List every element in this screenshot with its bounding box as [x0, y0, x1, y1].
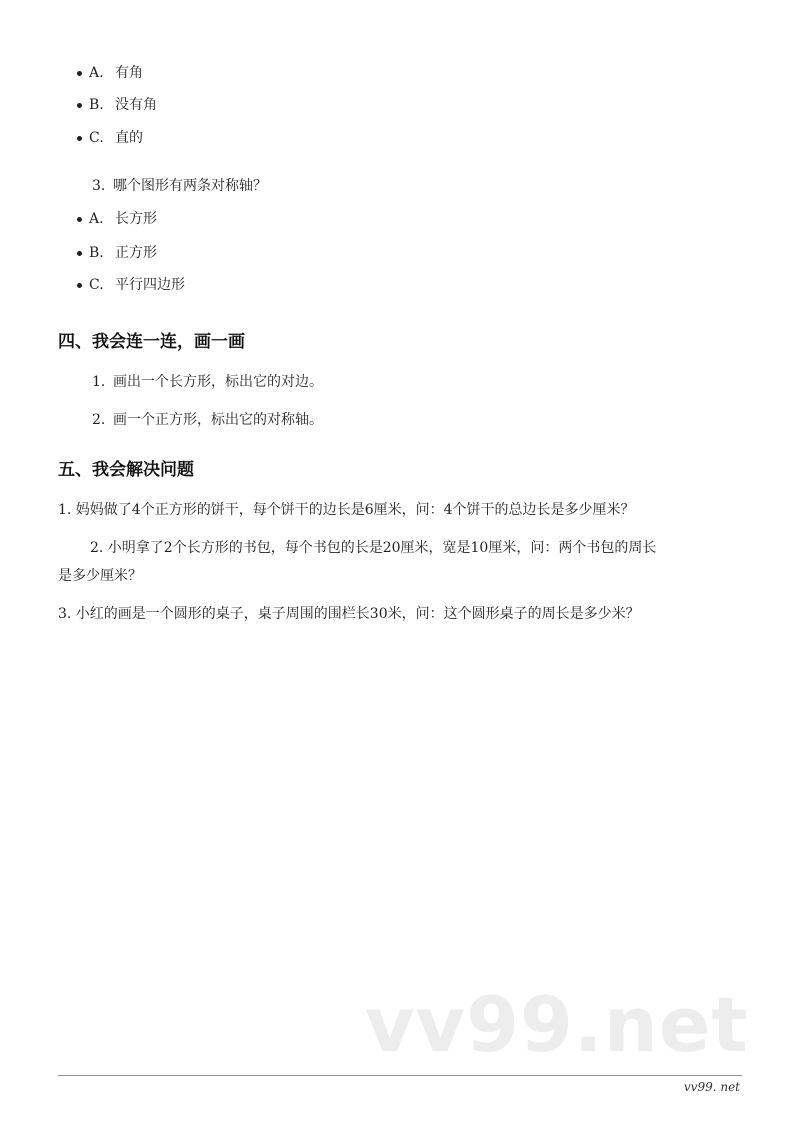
problem-text-continued: 是多少厘米？	[58, 568, 142, 584]
section-heading: 四、我会连一连，画一画	[58, 332, 245, 352]
watermark: vv99.net	[365, 980, 749, 1069]
section-heading: 五、我会解决问题	[58, 460, 194, 480]
option-text: 直的	[115, 130, 143, 146]
option-text: 平行四边形	[115, 277, 185, 293]
bullet-icon	[77, 217, 82, 222]
option-label: A.	[89, 65, 104, 81]
option-label: C.	[89, 130, 104, 146]
question-number: 3.	[92, 178, 106, 194]
problem-text: 1. 妈妈做了4个正方形的饼干，每个饼干的边长是6厘米，问：4个饼干的总边长是多少厘米？	[58, 502, 635, 518]
problem-text: 3. 小红的画是一个圆形的桌子，桌子周围的围栏长30米，问：这个圆形桌子的周长是多少米？	[58, 606, 640, 622]
bullet-icon	[77, 251, 82, 256]
option-text: 正方形	[115, 245, 157, 261]
bullet-icon	[77, 71, 82, 76]
problem-text: 2. 小明拿了2个长方形的书包，每个书包的长是20厘米，宽是10厘米，问：两个书包的周长	[90, 540, 657, 556]
bullet-icon	[77, 103, 82, 108]
item-text: 画一个正方形，标出它的对称轴。	[113, 412, 323, 428]
footer-divider	[58, 1075, 742, 1076]
option-label: B.	[89, 97, 104, 113]
item-number: 1.	[92, 374, 106, 390]
question-text: 哪个图形有两条对称轴？	[113, 178, 267, 194]
footer-site: vv99. net	[683, 1080, 740, 1094]
option-text: 长方形	[115, 211, 157, 227]
option-label: A.	[89, 211, 104, 227]
option-label: B.	[89, 245, 104, 261]
item-text: 画出一个长方形，标出它的对边。	[113, 374, 323, 390]
bullet-icon	[77, 283, 82, 288]
bullet-icon	[77, 136, 82, 141]
option-label: C.	[89, 277, 104, 293]
item-number: 2.	[92, 412, 106, 428]
option-text: 没有角	[115, 97, 157, 113]
option-text: 有角	[115, 65, 143, 81]
